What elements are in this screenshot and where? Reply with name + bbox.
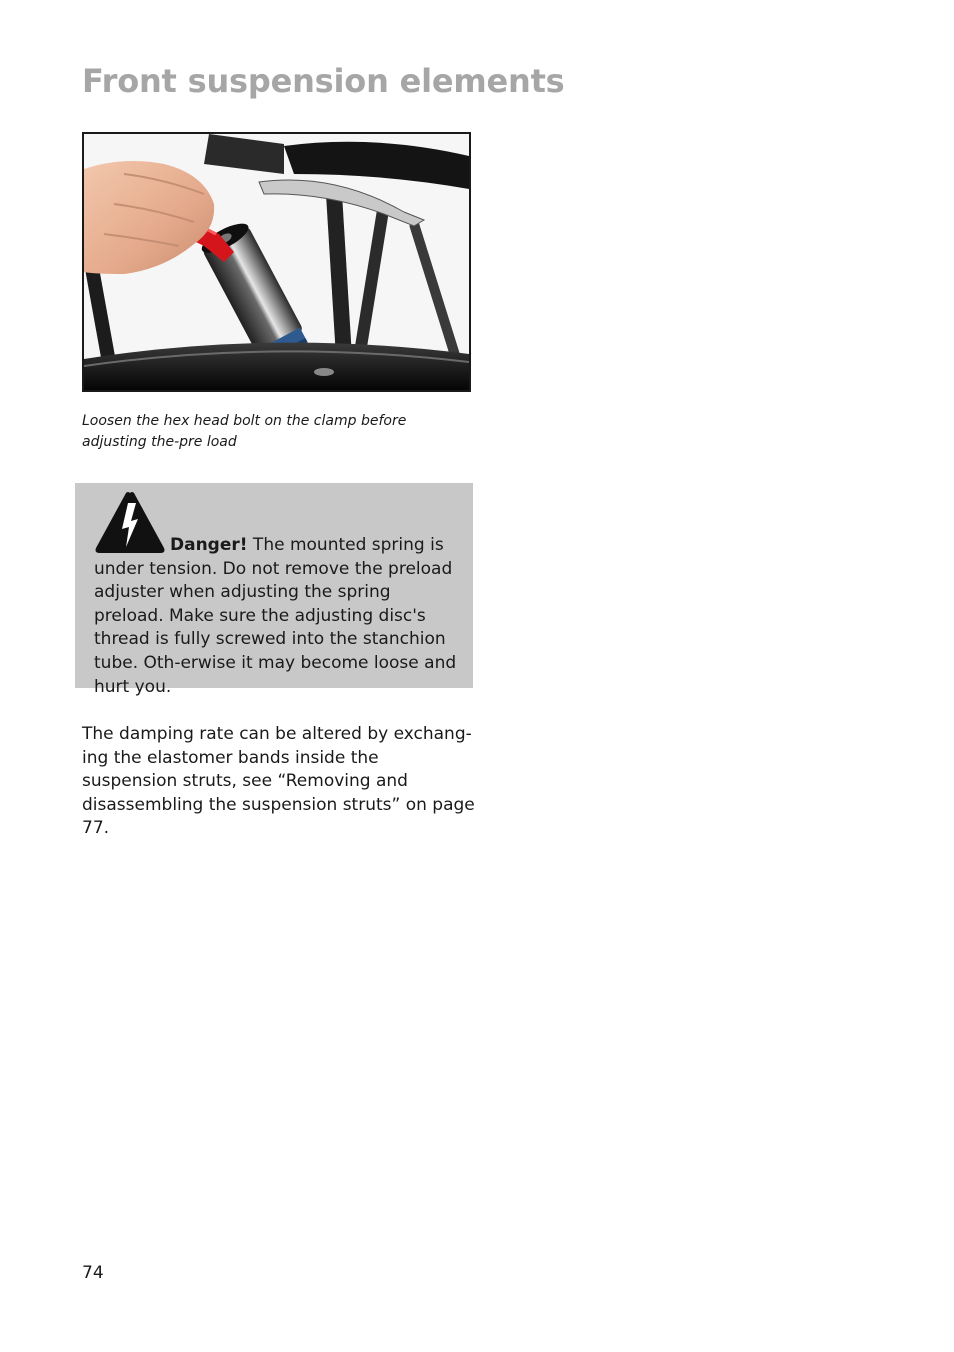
danger-label: Danger! — [170, 535, 248, 555]
photo-illustration — [84, 134, 469, 390]
page-title: Front suspension elements — [82, 62, 565, 100]
high-voltage-warning-icon — [94, 491, 166, 554]
page-number: 74 — [82, 1263, 104, 1283]
danger-notice — [75, 483, 473, 697]
danger-message: The mounted spring is under tension. Do not remove the preload adjuster when adjusting the spring preload. Make sure the adjusting disc's thread is fully screwed into the stanchion tube. Oth-erwise it may become loose and hurt you. — [94, 535, 457, 697]
body-paragraph: The damping rate can be altered by exchang-ing the elastomer bands inside the suspension struts, see “Removing and disassembling the suspension struts” on page 77. — [82, 724, 475, 839]
figure-caption: Loosen the hex head bolt on the clamp before adjusting the-pre load — [82, 413, 407, 450]
suspension-adjustment-photo — [82, 132, 471, 392]
